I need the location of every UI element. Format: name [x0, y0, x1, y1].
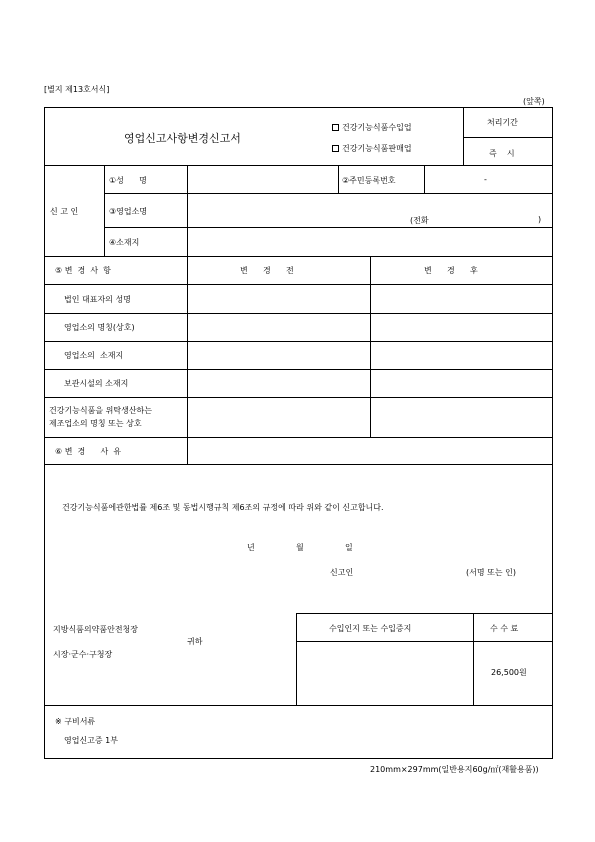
divider [104, 193, 553, 194]
documents-item: 영업신고증 1부 [64, 736, 119, 745]
phone-open: (전화 [410, 216, 429, 225]
date-year: 년 [247, 543, 255, 552]
divider [296, 613, 297, 705]
name-label: ①성 명 [109, 176, 147, 185]
form-frame [44, 107, 553, 759]
divider [44, 705, 553, 706]
divider [187, 256, 188, 464]
business-type-option-sales[interactable]: 건강기능식품판매업 [332, 143, 412, 154]
applicant-section-label: 신 고 인 [50, 207, 79, 216]
documents-title: ※ 구비서류 [55, 717, 96, 726]
divider [44, 284, 553, 285]
divider [370, 256, 371, 437]
divider [187, 165, 188, 256]
fee-value: 26,500원 [491, 668, 527, 677]
divider [44, 464, 553, 465]
divider [44, 437, 553, 438]
divider [44, 369, 553, 370]
date-day: 일 [345, 543, 353, 552]
divider [424, 165, 425, 193]
phone-close: ) [538, 215, 542, 224]
divider [463, 107, 464, 165]
reason-label: ⑥ 변 경 사 유 [55, 447, 122, 456]
processing-label: 처리기간 [487, 118, 518, 127]
divider [44, 313, 553, 314]
change-row-label: 건강기능식품을 위탁생산하는 [49, 406, 153, 415]
stamp-label: 수입인지 또는 수입증지 [329, 624, 412, 633]
checkbox-icon [332, 145, 339, 152]
divider [104, 165, 105, 256]
change-row-label: 제조업소의 명칭 또는 상호 [49, 419, 142, 428]
before-label: 변 경 전 [240, 266, 294, 275]
checkbox-icon [332, 124, 339, 131]
address-label: ④소재지 [109, 238, 140, 247]
signer-sign-note: (서명 또는 인) [466, 568, 516, 577]
recipient-line1: 지방식품의약품안전청장 [53, 625, 139, 634]
divider [44, 256, 553, 257]
divider [44, 165, 553, 166]
form-title: 영업신고사항변경신고서 [124, 132, 241, 145]
side-label: (앞쪽) [523, 97, 545, 106]
form-number: [별지 제13호서식] [44, 85, 110, 94]
change-row-label: 영업소의 명칭(상호) [64, 323, 135, 332]
changes-header-label: ⑤ 변 경 사 항 [55, 266, 111, 275]
after-label: 변 경 후 [424, 266, 478, 275]
divider [296, 613, 553, 614]
date-month: 월 [296, 543, 304, 552]
divider [473, 613, 474, 705]
divider [296, 641, 553, 642]
id-label: ②주민등록번호 [342, 176, 396, 185]
id-separator: - [484, 175, 487, 184]
business-name-label: ③영업소명 [109, 207, 148, 216]
paper-size-note: 210mm×297mm(일반용지60g/㎡(재활용품)) [370, 765, 539, 774]
change-row-label: 보관시설의 소재지 [64, 379, 129, 388]
divider [104, 227, 553, 228]
processing-value: 즉 시 [489, 149, 515, 158]
divider [44, 397, 553, 398]
divider [338, 165, 339, 193]
change-row-label: 법인 대표자의 성명 [64, 295, 131, 304]
signer-label: 신고인 [330, 568, 354, 577]
recipient-honorific: 귀하 [187, 637, 203, 646]
recipient-line2: 시장·군수·구청장 [53, 650, 113, 659]
divider [44, 341, 553, 342]
divider [463, 137, 553, 138]
fee-label: 수 수 료 [490, 624, 519, 633]
declaration-text: 건강기능식품에관한법률 제6조 및 동법시행규칙 제6조의 규정에 따라 위와 같이 신고합니다. [62, 503, 384, 512]
change-row-label: 영업소의 소재지 [64, 351, 124, 360]
business-type-option-import[interactable]: 건강기능식품수입업 [332, 122, 412, 133]
